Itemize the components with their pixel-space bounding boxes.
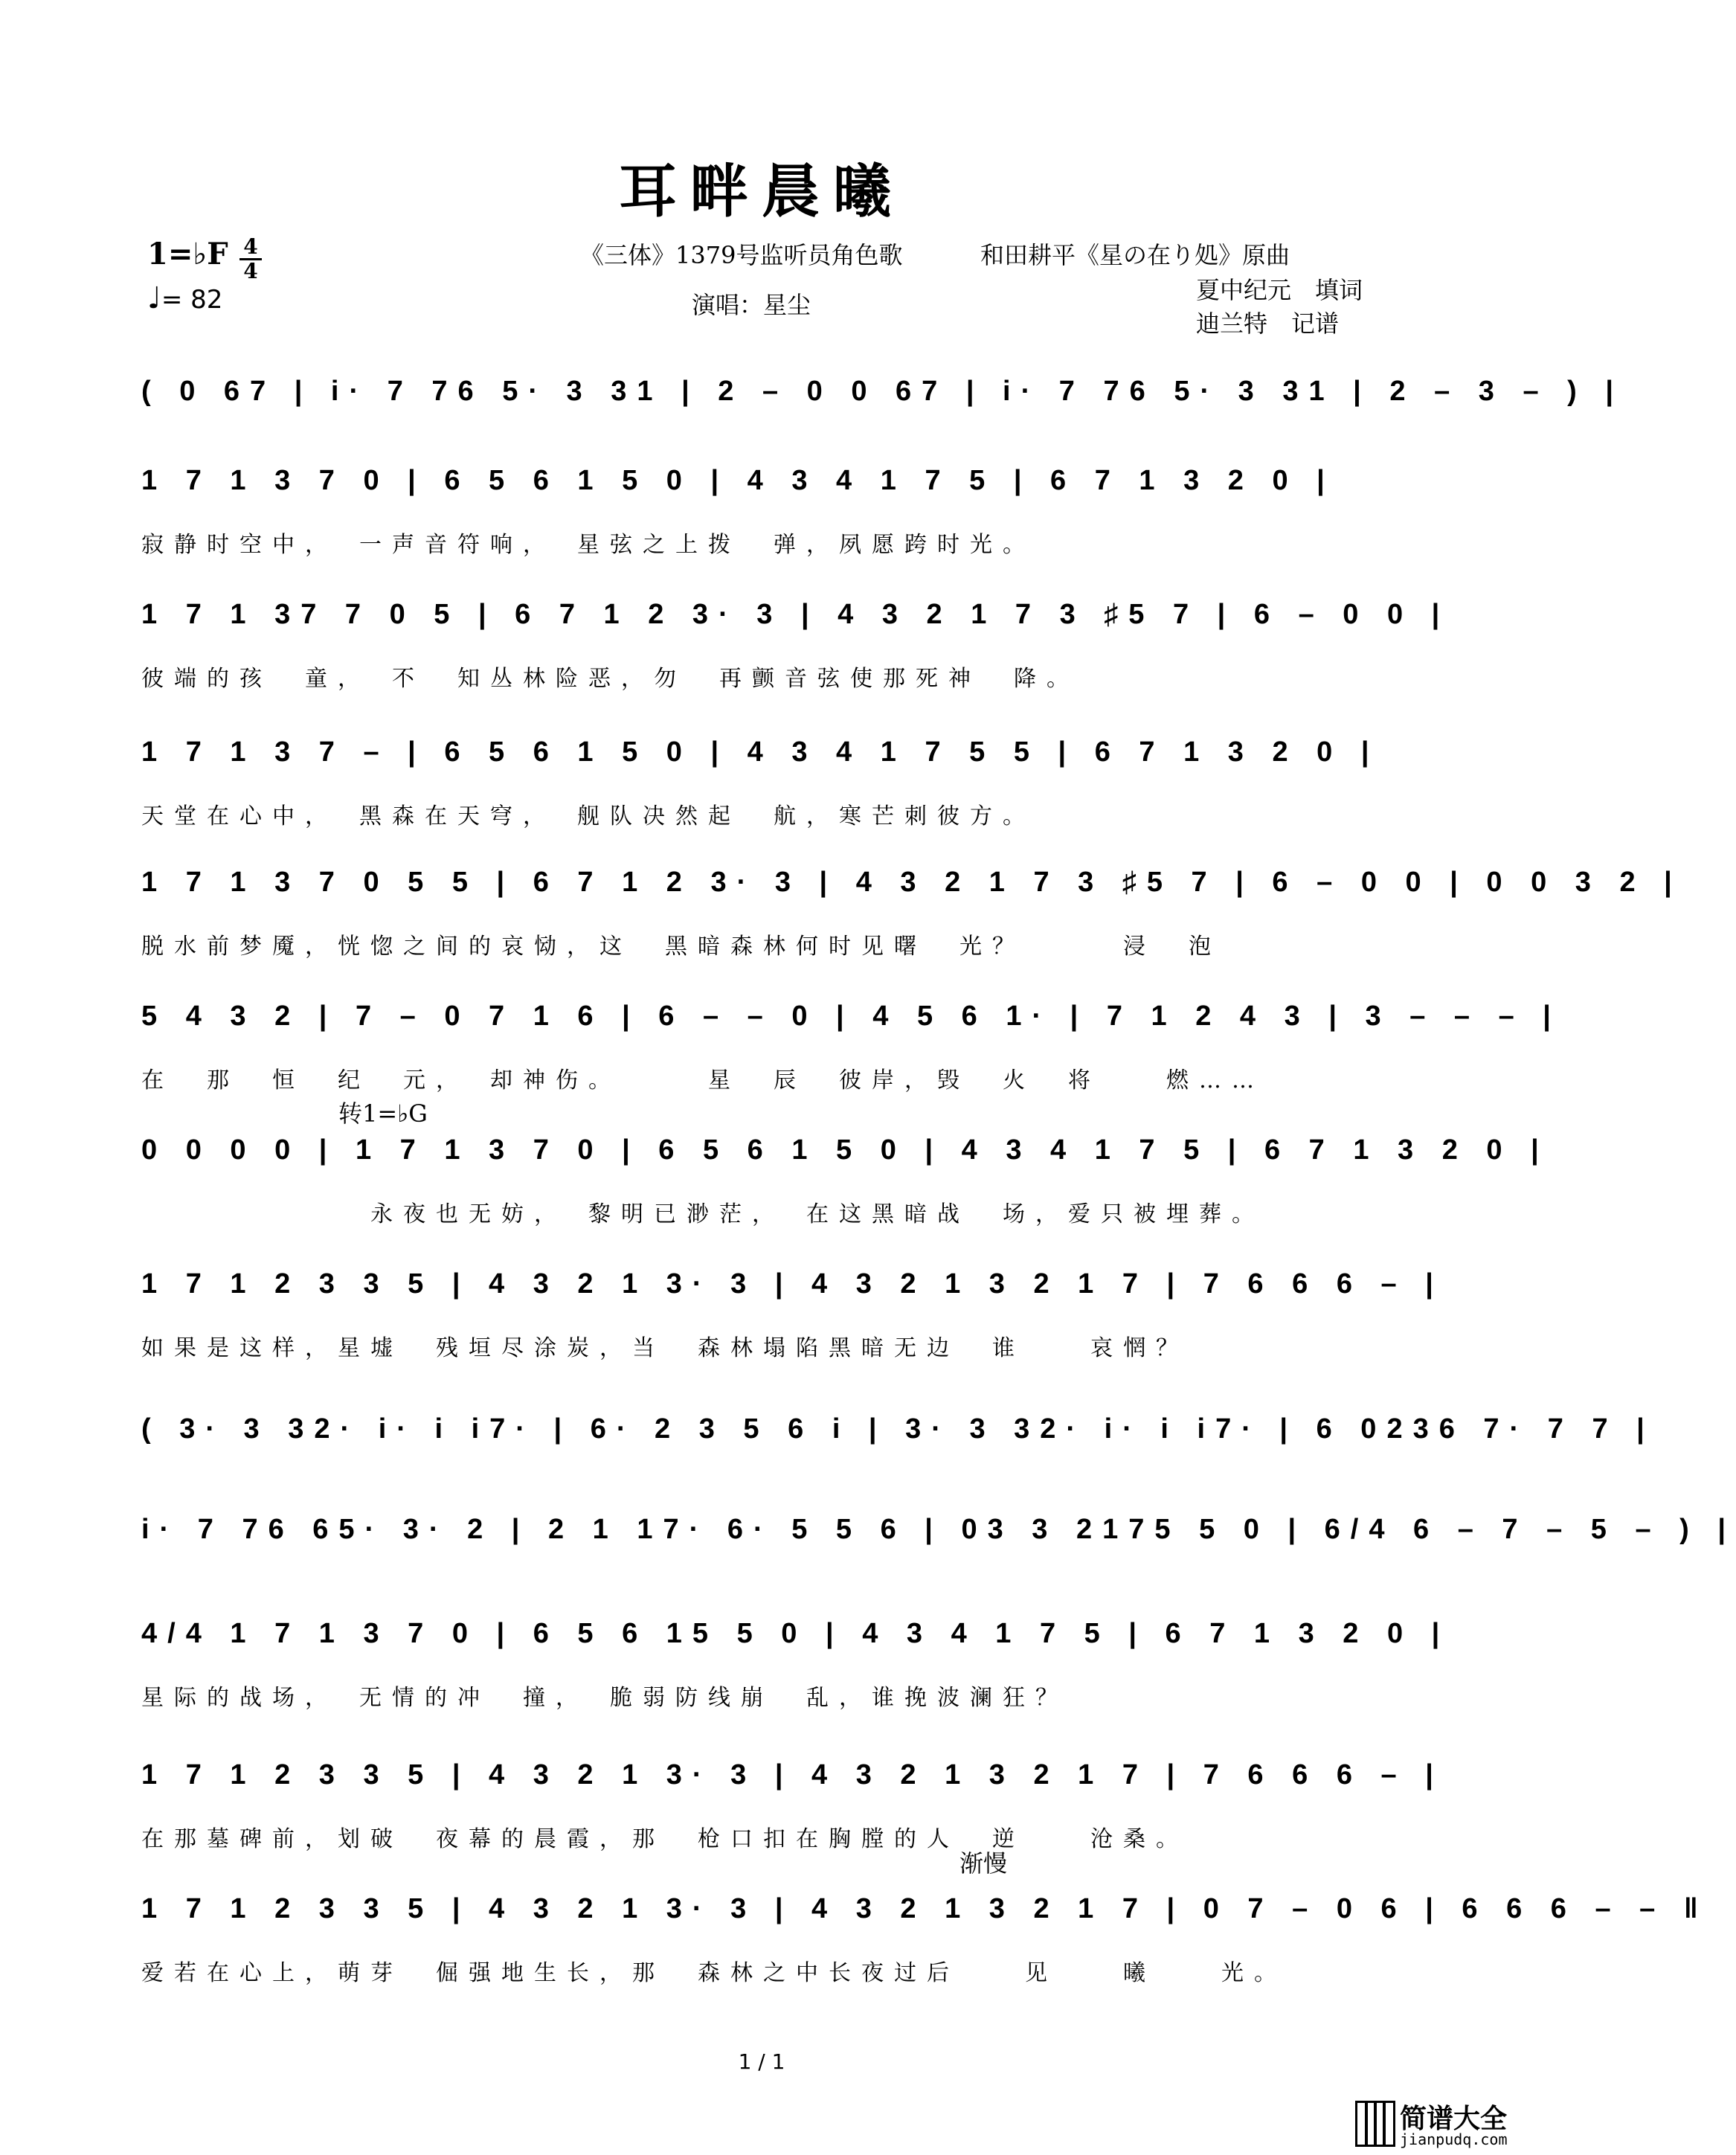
song-title: 耳畔晨曦 bbox=[618, 158, 904, 225]
lyric-row: 星际的战场， 无情的冲 撞， 脆弱防线崩 乱，谁挽波澜狂？ bbox=[141, 1685, 1068, 1711]
notation-row: 1 7 1 3 7 – | 6 5 6 1 5 0 | 4 3 4 1 7 5 5 | 6 7 1 3 2 0 | bbox=[141, 736, 1380, 768]
time-signature bbox=[239, 234, 262, 283]
lyric-row: 在 那 恒 纪 元， 却神伤。 星 辰 彼岸，毁 火 将 燃…… bbox=[141, 1067, 1264, 1093]
key-signature: 1=♭F bbox=[147, 237, 228, 272]
notation-row: 1 7 1 3 7 0 | 6 5 6 1 5 0 | 4 3 4 1 7 5 | 6 7 1 3 2 0 | bbox=[141, 465, 1335, 496]
quarter-note-icon: ♩ bbox=[147, 281, 161, 315]
lyric-row: 天堂在心中， 黑森在天穹， 舰队决然起 航，寒芒刺彼方。 bbox=[141, 803, 1035, 829]
page-number: 1 / 1 bbox=[738, 2049, 785, 2074]
tempo-value: = 82 bbox=[161, 285, 223, 315]
notation-row: 1 7 1 3 7 0 5 5 | 6 7 1 2 3· 3 | 4 3 2 1 7 3 ♯5 7 | 6 – 0 0 | 0 0 3 2 | bbox=[141, 867, 1682, 898]
lyric-row: 彼端的孩 童， 不 知丛林险恶，勿 再颤音弦使那死神 降。 bbox=[141, 666, 1079, 692]
notation-row: 1 7 1 2 3 3 5 | 4 3 2 1 3· 3 | 4 3 2 1 3 2 1 7 | 0 7 – 0 6 | 6 6 6 – – ‖ bbox=[141, 1893, 1708, 1924]
lyric-row: 如果是这样，星墟 残垣尽涂炭，当 森林塌陷黑暗无边 谁 哀惘？ bbox=[141, 1335, 1189, 1361]
modulation-mark: 转1=♭G bbox=[338, 1099, 428, 1128]
lyric-row: 脱水前梦魇，恍惚之间的哀恸，这 黑暗森林何时见曙 光？ 浸 泡 bbox=[141, 934, 1221, 960]
notation-row: 1 7 1 37 7 0 5 | 6 7 1 2 3· 3 | 4 3 2 1 7 3 ♯5 7 | 6 – 0 0 | bbox=[141, 599, 1450, 630]
site-url: jianpudq.com bbox=[1400, 2130, 1508, 2148]
notation-row: 0 0 0 0 | 1 7 1 3 7 0 | 6 5 6 1 5 0 | 4 3 4 1 7 5 | 6 7 1 3 2 0 | bbox=[141, 1134, 1549, 1166]
notation-row: 1 7 1 2 3 3 5 | 4 3 2 1 3· 3 | 4 3 2 1 3 2 1 7 | 7 6 6 6 – | bbox=[141, 1759, 1444, 1791]
meter-top: 4 bbox=[243, 234, 258, 259]
tempo-marking bbox=[147, 281, 222, 315]
notation-row: ( 3· 3 32· i· i i7· | 6· 2 3 5 6 i | 3· 3 32· i· i i7· | 6 0236 7· 7 7 | bbox=[141, 1413, 1655, 1445]
lyric-row: 在那墓碑前，划破 夜幕的晨霞，那 枪口扣在胸膛的人 逆 沧桑。 bbox=[141, 1826, 1189, 1852]
piano-keys-icon bbox=[1355, 2101, 1395, 2147]
ritardando-mark: 渐慢 bbox=[959, 1849, 1008, 1878]
lyric-row: 永夜也无妨， 黎明已渺茫， 在这黑暗战 场，爱只被埋葬。 bbox=[141, 1201, 1264, 1227]
lyricist-credit: 夏中纪元 填词 bbox=[1196, 276, 1363, 304]
source-credit: 《三体》1379号监听员角色歌 bbox=[580, 241, 903, 269]
site-name: 简谱大全 bbox=[1400, 2104, 1508, 2134]
notation-row: 4/4 1 7 1 3 7 0 | 6 5 6 15 5 0 | 4 3 4 1 7 5 | 6 7 1 3 2 0 | bbox=[141, 1618, 1450, 1649]
meter-bottom: 4 bbox=[243, 259, 258, 283]
composer-credit: 和田耕平《星の在り処》原曲 bbox=[980, 241, 1290, 269]
singer-credit: 演唱：星尘 bbox=[692, 291, 811, 319]
notation-row: i· 7 76 65· 3· 2 | 2 1 17· 6· 5 5 6 | 03 3 2175 5 0 | 6/4 6 – 7 – 5 – ) | bbox=[141, 1514, 1736, 1545]
lyric-row: 爱若在心上，萌芽 倔强地生长，那 森林之中长夜过后 见 曦 光。 bbox=[141, 1960, 1287, 1986]
notation-row: 1 7 1 2 3 3 5 | 4 3 2 1 3· 3 | 4 3 2 1 3 2 1 7 | 7 6 6 6 – | bbox=[141, 1268, 1444, 1300]
transcriber-credit: 迪兰特 记谱 bbox=[1196, 309, 1340, 338]
site-logo bbox=[1355, 2098, 1511, 2150]
lyric-row: 寂静时空中， 一声音符响， 星弦之上拨 弹，夙愿跨时光。 bbox=[141, 532, 1035, 558]
notation-row: ( 0 67 | i· 7 76 5· 3 31 | 2 – 0 0 67 | i· 7 76 5· 3 31 | 2 – 3 – ) | bbox=[141, 376, 1624, 407]
notation-row: 5 4 3 2 | 7 – 0 7 1 6 | 6 – – 0 | 4 5 6 1· | 7 1 2 4 3 | 3 – – – | bbox=[141, 1001, 1561, 1032]
